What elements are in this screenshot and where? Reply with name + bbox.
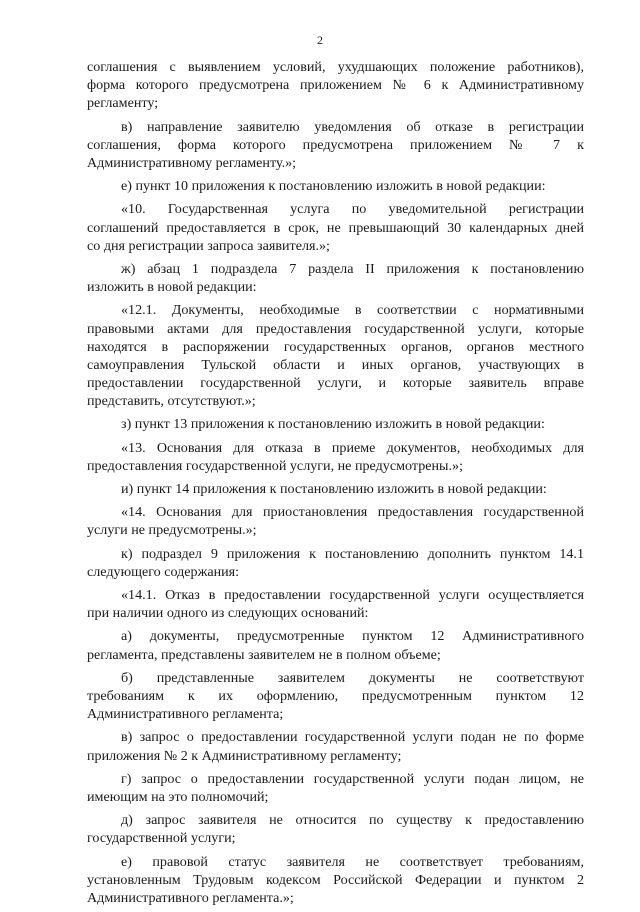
paragraph	[87, 480, 584, 498]
paragraph	[87, 439, 584, 475]
text-line: следующего содержания:	[87, 563, 240, 580]
paragraph	[87, 586, 584, 622]
text-line: форма которого предусмотрена приложением № 6 к Административному	[87, 77, 584, 94]
paragraph	[87, 177, 584, 195]
text-line: представить, отсутствуют.»;	[87, 393, 256, 410]
paragraph	[87, 853, 584, 908]
text-line: Административного регламента;	[87, 706, 284, 723]
text-line: соглашений предоставляется в срок, не превышающий 30 календарных дней	[87, 219, 584, 236]
text-line: «10. Государственная услуга по уведомительной регистрации	[121, 201, 584, 218]
text-line: ж) абзац 1 подраздела 7 раздела II приложения к постановлению	[121, 260, 584, 277]
text-line: правовыми актами для предоставления государственной услуги, которые	[87, 320, 584, 337]
text-line: установленным Трудовым кодексом Российской Федерации и пунктом 2	[87, 871, 584, 888]
paragraph	[87, 58, 584, 113]
paragraph	[87, 200, 584, 255]
page-number: 2	[317, 33, 323, 47]
text-line: «14. Основания для приостановления предоставления государственной	[121, 504, 584, 521]
paragraph	[87, 118, 584, 173]
text-line: в) направление заявителю уведомления об отказе в регистрации	[121, 118, 584, 135]
text-line: государственной услуги;	[87, 830, 236, 847]
text-line: е) правовой статус заявителя не соответствует требованиям,	[121, 853, 584, 870]
text-line: «14.1. Отказ в предоставлении государственной услуги осуществляется	[121, 587, 584, 604]
text-line: д) запрос заявителя не относится по существу к предоставлению	[121, 812, 584, 829]
paragraph	[87, 260, 584, 296]
text-line: соглашения, форма которого предусмотрена приложением № 7 к	[87, 136, 584, 153]
paragraph	[87, 415, 584, 433]
text-line: приложения № 2 к Административному регламенту;	[87, 747, 402, 764]
paragraph	[87, 669, 584, 724]
text-line: находятся в распоряжении государственных органов, органов местного	[87, 338, 584, 355]
text-line: г) запрос о предоставлении государственной услуги подан лицом, не	[121, 770, 584, 787]
text-line: е) пункт 10 приложения к постановлению изложить в новой редакции:	[121, 178, 546, 195]
paragraph	[87, 301, 584, 410]
text-line: изложить в новой редакции:	[87, 279, 257, 296]
paragraph	[87, 770, 584, 806]
text-line: при наличии одного из следующих оснований:	[87, 605, 369, 622]
text-line: к) подраздел 9 приложения к постановлению дополнить пунктом 14.1	[121, 545, 584, 562]
text-line: услуги не предусмотрены.»;	[87, 522, 257, 539]
text-line: б) представленные заявителем документы не соответствуют	[121, 669, 584, 686]
paragraph	[87, 811, 584, 847]
paragraph	[87, 503, 584, 539]
text-line: соглашения с выявлением условий, ухудшающих положение работников),	[87, 59, 584, 75]
text-line: з) пункт 13 приложения к постановлению изложить в новой редакции:	[121, 416, 545, 433]
text-line: имеющим на это полномочий;	[87, 788, 269, 805]
text-line: предоставления государственной услуги, не предусмотрены.»;	[87, 457, 464, 474]
text-line: «13. Основания для отказа в приеме документов, необходимых для	[121, 439, 584, 456]
text-line: предоставлении государственной услуги, и которые заявитель вправе	[87, 375, 584, 392]
text-line: регламенту;	[87, 95, 159, 112]
text-line: со дня регистрации запроса заявителя.»;	[87, 237, 330, 254]
text-line: Административного регламента.»;	[87, 889, 294, 906]
text-line: в) запрос о предоставлении государственной услуги подан не по форме	[121, 729, 584, 746]
text-line: «12.1. Документы, необходимые в соответствии с нормативными	[121, 302, 584, 319]
text-line: а) документы, предусмотренные пунктом 12 Административного	[121, 628, 584, 645]
text-line: Административному регламенту.»;	[87, 154, 297, 171]
paragraph	[87, 627, 584, 663]
paragraph	[87, 728, 584, 764]
paragraph	[87, 545, 584, 581]
text-line: и) пункт 14 приложения к постановлению изложить в новой редакции:	[121, 481, 547, 498]
document-body	[87, 58, 584, 912]
text-line: требованиям к их оформлению, предусмотренным пунктом 12	[87, 688, 584, 705]
text-line: самоуправления Тульской области и иных органов, участвующих в	[87, 356, 584, 373]
text-line: регламента, представлены заявителем не в полном объеме;	[87, 646, 441, 663]
